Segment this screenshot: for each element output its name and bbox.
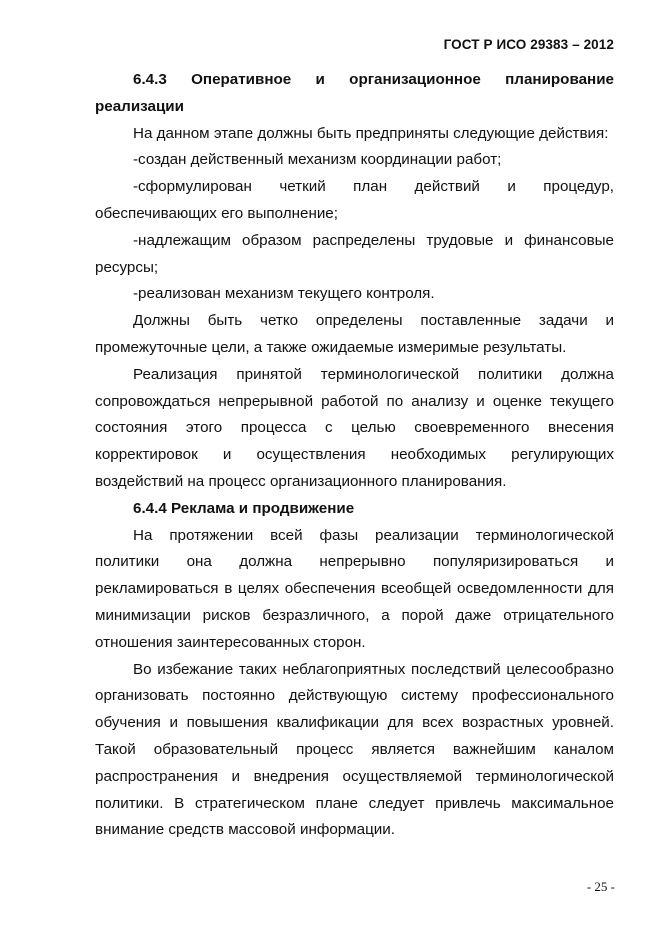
- list-item: -создан действенный механизм координации работ;: [133, 151, 502, 169]
- standard-number-header: ГОСТ Р ИСО 29383 – 2012: [443, 37, 614, 52]
- paragraph: Должны быть четко определены поставленные задачи и промежуточные цели, а также ожидаемые измеримые результаты.: [95, 312, 614, 356]
- document-body: [95, 67, 614, 844]
- paragraph: Во избежание таких неблагоприятных последствий целесообразно организовать постоянно действующую систему профессионального обучения и повышения квалификации для всех возрастных уровней. Такой образовательный процесс является важнейшим каналом распространения и внедрения осуществляемой терминологической политики. В стратегическом плане следует привлечь максимальное внимание средств массовой информации.: [95, 660, 614, 839]
- paragraph: На данном этапе должны быть предприняты следующие действия:: [133, 124, 609, 142]
- section-heading-6-4-4: 6.4.4 Реклама и продвижение: [133, 499, 355, 517]
- section-heading-6-4-3: 6.4.3 Оперативное и организационное планирование реализации: [95, 71, 614, 115]
- page-number: - 25 -: [586, 879, 615, 894]
- paragraph: На протяжении всей фазы реализации терминологической политики она должна непрерывно популяризироваться и рекламироваться в целях обеспечения всеобщей осведомленности для минимизации рисков безразличного, а порой даже отрицательного отношения заинтересованных сторон.: [95, 526, 614, 651]
- list-item: -сформулирован четкий план действий и процедур, обеспечивающих его выполнение;: [95, 178, 614, 222]
- list-item: -реализован механизм текущего контроля.: [133, 285, 435, 303]
- paragraph: Реализация принятой терминологической политики должна сопровождаться непрерывной работой по анализу и оценке текущего состояния этого процесса с целью своевременного внесения корректировок и осуществления необходимых регулирующих воздействий на процесс организационного планирования.: [95, 365, 614, 490]
- list-item: -надлежащим образом распределены трудовые и финансовые ресурсы;: [95, 231, 614, 276]
